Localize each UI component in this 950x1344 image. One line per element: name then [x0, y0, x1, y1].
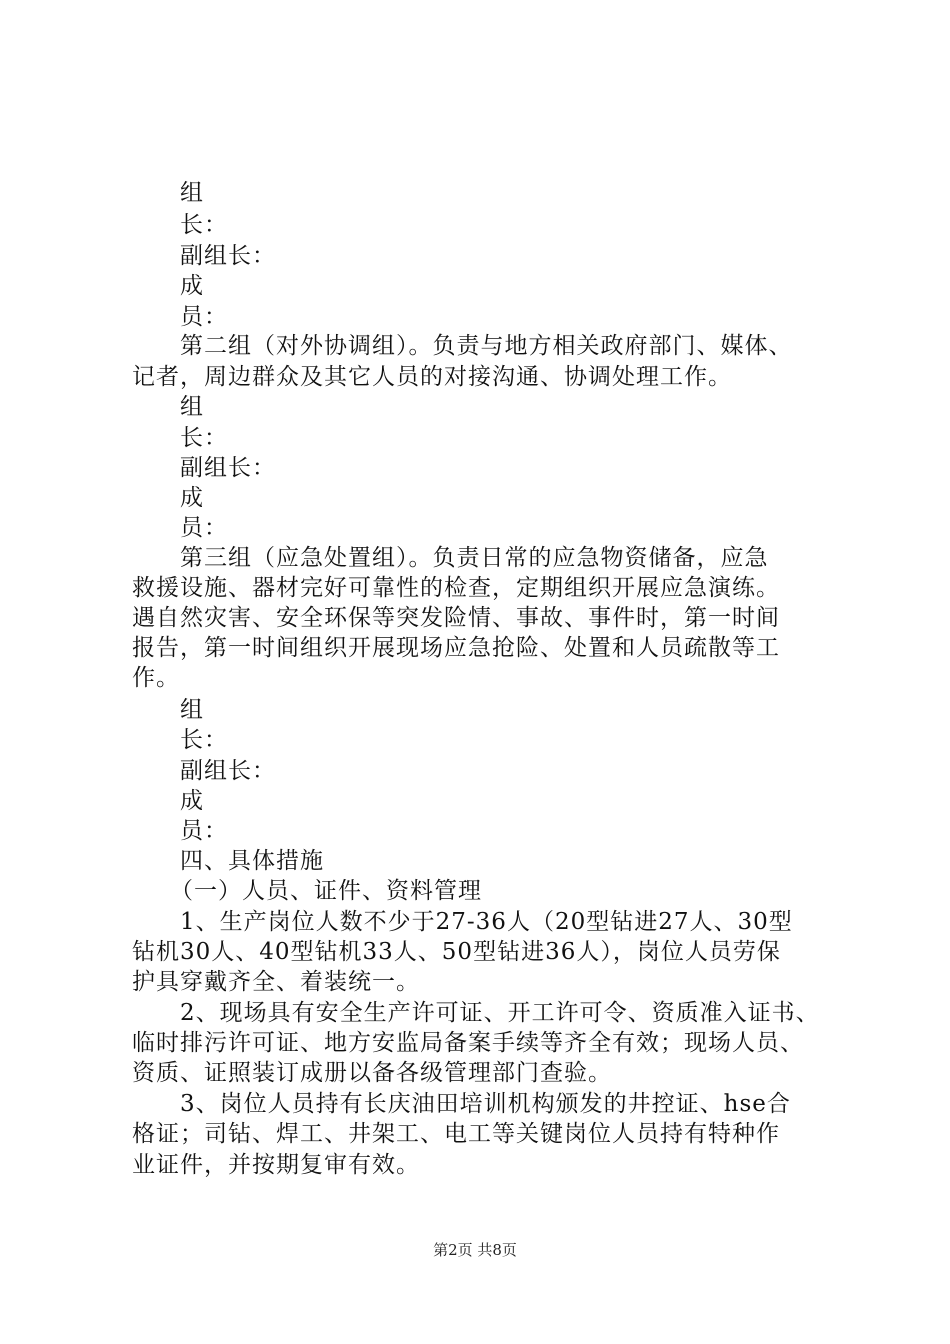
leader-label-1b: 长： [180, 212, 228, 238]
group2-desc-line-1: 第二组（对外协调组）。负责与地方相关政府部门、媒体、 [180, 333, 793, 359]
leader-label-3b: 长： [180, 727, 228, 753]
group3-desc-line-3: 遇自然灾害、安全环保等突发险情、事故、事件时，第一时间 [132, 605, 780, 631]
group3-desc-line-2: 救援设施、器材完好可靠性的检查，定期组织开展应急演练。 [132, 575, 780, 601]
group3-desc-line-1: 第三组（应急处置组）。负责日常的应急物资储备，应急 [180, 545, 769, 571]
member-label-3a: 成 [180, 788, 204, 814]
group3-desc-line-4: 报告，第一时间组织开展现场应急抢险、处置和人员疏散等工 [132, 635, 780, 661]
member-label-2a: 成 [180, 485, 204, 511]
member-label-1b: 员： [180, 304, 228, 330]
item3-line-2: 格证；司钻、焊工、井架工、电工等关键岗位人员持有特种作 [132, 1121, 780, 1147]
page-footer-number: 第2页 共8页 [433, 1241, 517, 1259]
subsection-heading-personnel: （一）人员、证件、资料管理 [170, 878, 482, 904]
item3-line-3: 业证件，并按期复审有效。 [132, 1152, 420, 1178]
item2-line-3: 资质、证照装订成册以备各级管理部门查验。 [132, 1060, 612, 1086]
item1-line-2: 钻机30人、40型钻机33人、50型钻进36人），岗位人员劳保 [132, 939, 781, 965]
leader-label-3a: 组 [180, 697, 204, 723]
deputy-leader-label-3: 副组长： [180, 758, 276, 784]
item2-line-2: 临时排污许可证、地方安监局备案手续等齐全有效；现场人员、 [132, 1030, 804, 1056]
item3-line-1: 3、岗位人员持有长庆油田培训机构颁发的井控证、hse合 [180, 1091, 791, 1117]
member-label-2b: 员： [180, 515, 228, 541]
group2-desc-line-2: 记者，周边群众及其它人员的对接沟通、协调处理工作。 [132, 364, 732, 390]
deputy-leader-label-2: 副组长： [180, 455, 276, 481]
leader-label-2a: 组 [180, 394, 204, 420]
member-label-1a: 成 [180, 273, 204, 299]
leader-label-1a: 组 [180, 180, 204, 206]
member-label-3b: 员： [180, 818, 228, 844]
deputy-leader-label-1: 副组长： [180, 243, 276, 269]
item2-line-1: 2、现场具有安全生产许可证、开工许可令、资质准入证书、 [180, 1000, 820, 1026]
leader-label-2b: 长： [180, 425, 228, 451]
section-heading-measures: 四、具体措施 [180, 848, 324, 874]
group3-desc-line-5: 作。 [132, 665, 180, 691]
item1-line-3: 护具穿戴齐全、着装统一。 [132, 969, 420, 995]
item1-line-1: 1、生产岗位人数不少于27-36人（20型钻进27人、30型 [180, 909, 793, 935]
